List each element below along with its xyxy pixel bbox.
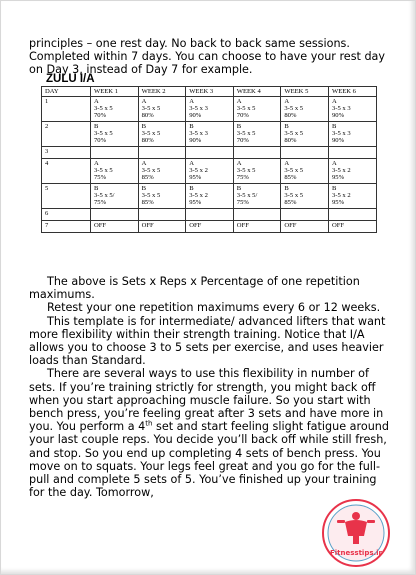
- table-row: [42, 209, 377, 221]
- session-cell: [281, 147, 329, 159]
- cell-line: OFF: [94, 222, 107, 230]
- cell-line: 95%: [189, 199, 202, 207]
- session-cell: [186, 97, 234, 122]
- cell-line: A: [189, 98, 194, 106]
- program-title: ZULU I/A: [46, 73, 95, 85]
- cell-line: B: [141, 123, 146, 131]
- table-row: [42, 147, 377, 159]
- cell-line: A: [189, 160, 194, 168]
- session-cell: [186, 147, 234, 159]
- cell-line: B: [236, 123, 242, 131]
- cell-line: 3-5 x 5: [284, 105, 304, 113]
- cell-line: 70%: [236, 137, 249, 145]
- cell-line: 3-5 x 5/: [94, 192, 115, 200]
- session-cell: [281, 221, 329, 233]
- cell-line: 3-5 x 5: [141, 167, 161, 175]
- cell-line: B: [94, 185, 99, 193]
- cell-line: 3-5 x 2: [189, 192, 208, 200]
- cell-line: 3-5 x 5: [284, 130, 304, 138]
- header-week-4: WEEK 4: [233, 87, 281, 97]
- session-cell: [328, 159, 376, 184]
- session-cell: [281, 159, 329, 184]
- cell-line: A: [284, 160, 290, 168]
- header-week-6: WEEK 6: [328, 87, 376, 97]
- table-row: [42, 184, 377, 209]
- cell-line: 85%: [284, 174, 297, 182]
- cell-line: B: [331, 185, 337, 193]
- session-cell: [233, 221, 281, 233]
- session-cell: [233, 147, 281, 159]
- session-cell: [281, 209, 329, 221]
- cell-line: B: [189, 123, 194, 131]
- session-cell: [91, 221, 139, 233]
- cell-line: B: [189, 185, 194, 193]
- cell-line: 75%: [94, 174, 107, 182]
- cell-line: A: [236, 98, 242, 106]
- cell-line: 3-5 x 5: [236, 105, 256, 113]
- day-cell: 1: [42, 97, 91, 122]
- table-row: [42, 122, 377, 147]
- cell-line: 3-5 x 5: [94, 167, 113, 175]
- cell-line: 75%: [236, 174, 249, 182]
- session-cell: [91, 209, 139, 221]
- session-cell: [186, 209, 234, 221]
- session-cell: [328, 209, 376, 221]
- cell-line: A: [94, 98, 99, 106]
- session-cell: [91, 159, 139, 184]
- paragraph-template: This template is for intermediate/ advanced lifters that want more flexibility within their strength training. Notice that I/A allows you to choose 3 to 5 sets per exercise, and uses heavier loads than Standard.: [29, 314, 386, 368]
- cell-line: A: [141, 160, 147, 168]
- table-row: [42, 159, 377, 184]
- cell-line: A: [236, 160, 242, 168]
- session-cell: [138, 122, 186, 147]
- cell-line: 90%: [331, 112, 345, 120]
- cell-line: OFF: [331, 222, 345, 230]
- session-cell: [281, 122, 329, 147]
- session-cell: [91, 122, 139, 147]
- cell-line: A: [331, 160, 337, 168]
- session-cell: [186, 184, 234, 209]
- cell-line: 3-5 x 3: [331, 105, 351, 113]
- paragraph-notation: The above is Sets x Reps x Percentage of one repetition maximums.: [29, 275, 360, 302]
- cell-line: B: [284, 185, 289, 193]
- cell-line: B: [284, 123, 289, 131]
- header-week-5: WEEK 5: [281, 87, 329, 97]
- day-cell: 7: [42, 221, 91, 233]
- fitnesstips-logo: [321, 498, 391, 568]
- cell-line: 3-5 x 5: [141, 105, 161, 113]
- session-cell: [186, 122, 234, 147]
- cell-line: B: [331, 123, 337, 131]
- session-cell: [138, 221, 186, 233]
- day-cell: 2: [42, 122, 91, 147]
- cell-line: 70%: [94, 112, 107, 120]
- day-cell: 6: [42, 209, 91, 221]
- cell-line: B: [94, 123, 99, 131]
- session-cell: [233, 209, 281, 221]
- paragraph-flexibility-part-1: There are several ways to use this flexibility in number of sets. If you’re training strictly for strength, you might back off when you start approaching muscle failure. So you start with bench press, you’re feeling great after 3 sets and have more in you. You perform a 4: [29, 367, 384, 434]
- session-cell: [233, 159, 281, 184]
- cell-line: 3-5 x 5: [94, 105, 113, 113]
- cell-line: A: [331, 98, 337, 106]
- session-cell: [91, 184, 139, 209]
- cell-line: 3-5 x 2: [331, 192, 351, 200]
- cell-line: 90%: [331, 137, 345, 145]
- cell-line: 70%: [236, 112, 249, 120]
- cell-line: 3-5 x 2: [331, 167, 351, 175]
- session-cell: [233, 97, 281, 122]
- cell-line: 85%: [141, 174, 154, 182]
- cell-line: 80%: [141, 112, 154, 120]
- cell-line: 70%: [94, 137, 107, 145]
- session-cell: [281, 184, 329, 209]
- cell-line: A: [284, 98, 290, 106]
- cell-line: 3-5 x 2: [189, 167, 208, 175]
- program-table: [41, 86, 377, 233]
- cell-line: 95%: [331, 199, 345, 207]
- session-cell: [186, 221, 234, 233]
- cell-line: 3-5 x 5: [284, 192, 304, 200]
- session-cell: [138, 147, 186, 159]
- cell-line: 3-5 x 5/: [236, 192, 258, 200]
- cell-line: 90%: [189, 137, 202, 145]
- cell-line: 85%: [141, 199, 154, 207]
- cell-line: B: [236, 185, 242, 193]
- session-cell: [328, 122, 376, 147]
- cell-line: A: [141, 98, 147, 106]
- cell-line: 80%: [284, 112, 297, 120]
- day-cell: 5: [42, 184, 91, 209]
- cell-line: 80%: [284, 137, 297, 145]
- paragraph-retest: Retest your one repetition maximums every 6 or 12 weeks.: [47, 301, 381, 315]
- session-cell: [91, 97, 139, 122]
- cell-line: OFF: [284, 222, 297, 230]
- paragraph-flexibility: [29, 367, 393, 499]
- session-cell: [138, 159, 186, 184]
- cell-line: 95%: [189, 174, 202, 182]
- session-cell: [138, 184, 186, 209]
- session-cell: [328, 221, 376, 233]
- header-week-2: WEEK 2: [138, 87, 186, 97]
- cell-line: 3-5 x 5: [94, 130, 113, 138]
- cell-line: 3-5 x 5: [141, 192, 161, 200]
- session-cell: [281, 97, 329, 122]
- cell-line: 75%: [236, 199, 249, 207]
- day-cell: 4: [42, 159, 91, 184]
- header-week-1: WEEK 1: [91, 87, 139, 97]
- session-cell: [328, 184, 376, 209]
- cell-line: 3-5 x 5: [141, 130, 161, 138]
- session-cell: [186, 159, 234, 184]
- cell-line: 80%: [141, 137, 154, 145]
- day-cell: 3: [42, 147, 91, 159]
- session-cell: [233, 122, 281, 147]
- session-cell: [91, 147, 139, 159]
- cell-line: 3-5 x 5: [284, 167, 304, 175]
- paragraph-flexibility-part-2: set and start feeling slight fatigue around your last couple reps. You decide you’ll back off while still fresh, and stop. So you end up completing 4 sets of bench press. You move on to squats. Your legs feel great and you go for the full-pull and complete 5 sets of 5. You’ve finished up your training for the day. Tomorrow,: [29, 420, 389, 500]
- body-text: [29, 275, 393, 499]
- table-row: [42, 97, 377, 122]
- cell-line: 3-5 x 5: [236, 167, 256, 175]
- table-header-row: [42, 87, 377, 97]
- header-week-3: WEEK 3: [186, 87, 234, 97]
- cell-line: 3-5 x 5: [236, 130, 256, 138]
- cell-line: OFF: [189, 222, 202, 230]
- cell-line: 85%: [284, 199, 297, 207]
- cell-line: 95%: [331, 174, 345, 182]
- logo-text: Fitnesstips.ir: [329, 549, 383, 557]
- cell-line: OFF: [236, 222, 249, 230]
- session-cell: [138, 209, 186, 221]
- cell-line: 90%: [189, 112, 202, 120]
- cell-line: OFF: [141, 222, 154, 230]
- intro-paragraph: principles – one rest day. No back to back same sessions. Completed within 7 days. You can choose to have your rest day on Day 3, instead of Day 7 for example.: [29, 37, 386, 77]
- table-row: [42, 221, 377, 233]
- cell-line: A: [94, 160, 99, 168]
- cell-line: 3-5 x 3: [189, 105, 208, 113]
- header-day: DAY: [42, 87, 91, 97]
- cell-line: 75%: [94, 199, 107, 207]
- session-cell: [233, 184, 281, 209]
- cell-line: B: [141, 185, 146, 193]
- cell-line: 3-5 x 3: [189, 130, 208, 138]
- session-cell: [328, 147, 376, 159]
- cell-line: 3-5 x 3: [331, 130, 351, 138]
- session-cell: [138, 97, 186, 122]
- superscript-th: th: [145, 419, 153, 428]
- session-cell: [328, 97, 376, 122]
